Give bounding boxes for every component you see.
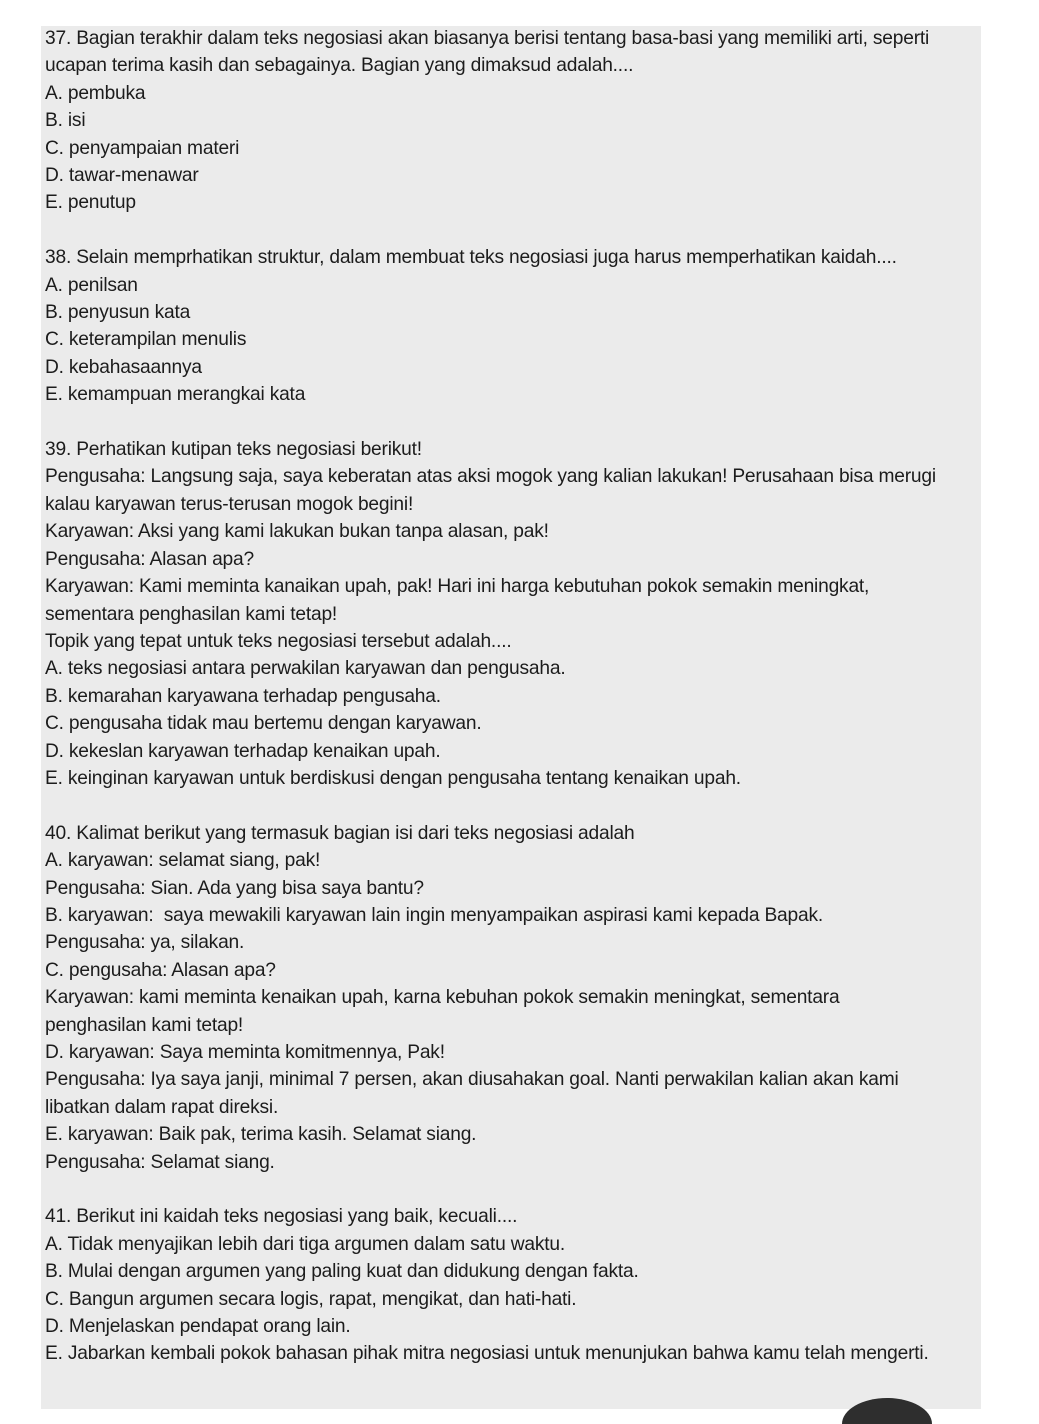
dialogue-line: Pengusaha: Langsung saja, saya keberatan atas aksi mogok yang kalian lakukan! Perusahaan bisa merugi: [45, 466, 936, 488]
question-39-text: 39. Perhatikan kutipan teks negosiasi berikut!: [45, 439, 422, 461]
question-37-text-line-2: ucapan terima kasih dan sebagainya. Bagian yang dimaksud adalah....: [45, 55, 634, 77]
dialogue-line: Pengusaha: Sian. Ada yang bisa saya bantu?: [45, 877, 424, 899]
spacer: [45, 409, 980, 436]
question-41-option-d: D. Menjelaskan pendapat orang lain.: [45, 1316, 351, 1338]
dialogue-line: Karyawan: Aksi yang kami lakukan bukan tanpa alasan, pak!: [45, 521, 549, 543]
dialogue-line: Karyawan: kami meminta kenaikan upah, karna kebuhan pokok semakin meningkat, sementara: [45, 987, 840, 1009]
question-39-option-a: A. teks negosiasi antara perwakilan karyawan dan pengusaha.: [45, 658, 566, 680]
spacer: [45, 217, 980, 244]
question-39-option-c: C. pengusaha tidak mau bertemu dengan karyawan.: [45, 713, 482, 735]
question-41-option-b: B. Mulai dengan argumen yang paling kuat dan didukung dengan fakta.: [45, 1261, 639, 1283]
question-38-option-b: B. penyusun kata: [45, 302, 191, 324]
dialogue-line: Pengusaha: Alasan apa?: [45, 548, 254, 570]
question-37-option-a: A. pembuka: [45, 82, 146, 104]
question-40-option-b: B. karyawan: saya mewakili karyawan lain ingin menyampaikan aspirasi kami kepada Bapak.: [45, 904, 823, 926]
question-37-option-b: B. isi: [45, 110, 86, 132]
question-38-option-d: D. kebahasaannya: [45, 356, 202, 378]
question-41-text: 41. Berikut ini kaidah teks negosiasi yang baik, kecuali....: [45, 1206, 518, 1228]
question-38-option-a: A. penilsan: [45, 274, 138, 296]
question-40-option-d: D. karyawan: Saya meminta komitmennya, Pak!: [45, 1041, 445, 1063]
question-39-option-d: D. kekeslan karyawan terhadap kenaikan upah.: [45, 740, 441, 762]
question-39: [45, 436, 980, 792]
question-38-text: 38. Selain memprhatikan struktur, dalam membuat teks negosiasi juga harus memperhatikan kaidah....: [45, 247, 897, 269]
dialogue-line: libatkan dalam rapat direksi.: [45, 1096, 279, 1118]
question-37: [45, 25, 980, 217]
dialogue-line: Pengusaha: Selamat siang.: [45, 1151, 275, 1173]
dialogue-line: Pengusaha: ya, silakan.: [45, 932, 245, 954]
question-40-option-e: E. karyawan: Baik pak, terima kasih. Selamat siang.: [45, 1124, 477, 1146]
spacer: [45, 1176, 980, 1203]
question-41-option-a: A. Tidak menyajikan lebih dari tiga argumen dalam satu waktu.: [45, 1233, 565, 1255]
question-38-option-c: C. keterampilan menulis: [45, 329, 247, 351]
question-39-option-b: B. kemarahan karyawana terhadap pengusaha.: [45, 685, 441, 707]
dialogue-line: Pengusaha: Iya saya janji, minimal 7 persen, akan diusahakan goal. Nanti perwakilan kalian akan kami: [45, 1069, 899, 1091]
question-37-option-d: D. tawar-menawar: [45, 165, 199, 187]
spacer: [45, 792, 980, 819]
dialogue-line: sementara penghasilan kami tetap!: [45, 603, 338, 625]
question-38: [45, 244, 980, 408]
question-40-text: 40. Kalimat berikut yang termasuk bagian isi dari teks negosiasi adalah: [45, 822, 635, 844]
dialogue-line: Karyawan: Kami meminta kanaikan upah, pak! Hari ini harga kebutuhan pokok semakin meningkat,: [45, 576, 870, 598]
question-39-option-e: E. keinginan karyawan untuk berdiskusi dengan pengusaha tentang kenaikan upah.: [45, 767, 741, 789]
question-41: [45, 1203, 980, 1367]
dialogue-line: penghasilan kami tetap!: [45, 1014, 244, 1036]
question-40: [45, 820, 980, 1176]
dialogue-line: kalau karyawan terus-terusan mogok begini!: [45, 493, 414, 515]
document-text: [45, 25, 980, 1368]
question-37-text-line-1: 37. Bagian terakhir dalam teks negosiasi akan biasanya berisi tentang basa-basi yang memiliki arti, seperti: [45, 28, 930, 49]
question-41-option-e: E. Jabarkan kembali pokok bahasan pihak mitra negosiasi untuk menunjukan bahwa kamu telah mengerti.: [45, 1343, 929, 1365]
question-39-prompt: Topik yang tepat untuk teks negosiasi tersebut adalah....: [45, 630, 512, 652]
question-37-option-c: C. penyampaian materi: [45, 137, 240, 159]
question-40-option-a: A. karyawan: selamat siang, pak!: [45, 850, 321, 872]
question-37-option-e: E. penutup: [45, 192, 136, 214]
question-40-option-c: C. pengusaha: Alasan apa?: [45, 959, 276, 981]
question-38-option-e: E. kemampuan merangkai kata: [45, 384, 306, 406]
question-41-option-c: C. Bangun argumen secara logis, rapat, mengikat, dan hati-hati.: [45, 1288, 577, 1310]
